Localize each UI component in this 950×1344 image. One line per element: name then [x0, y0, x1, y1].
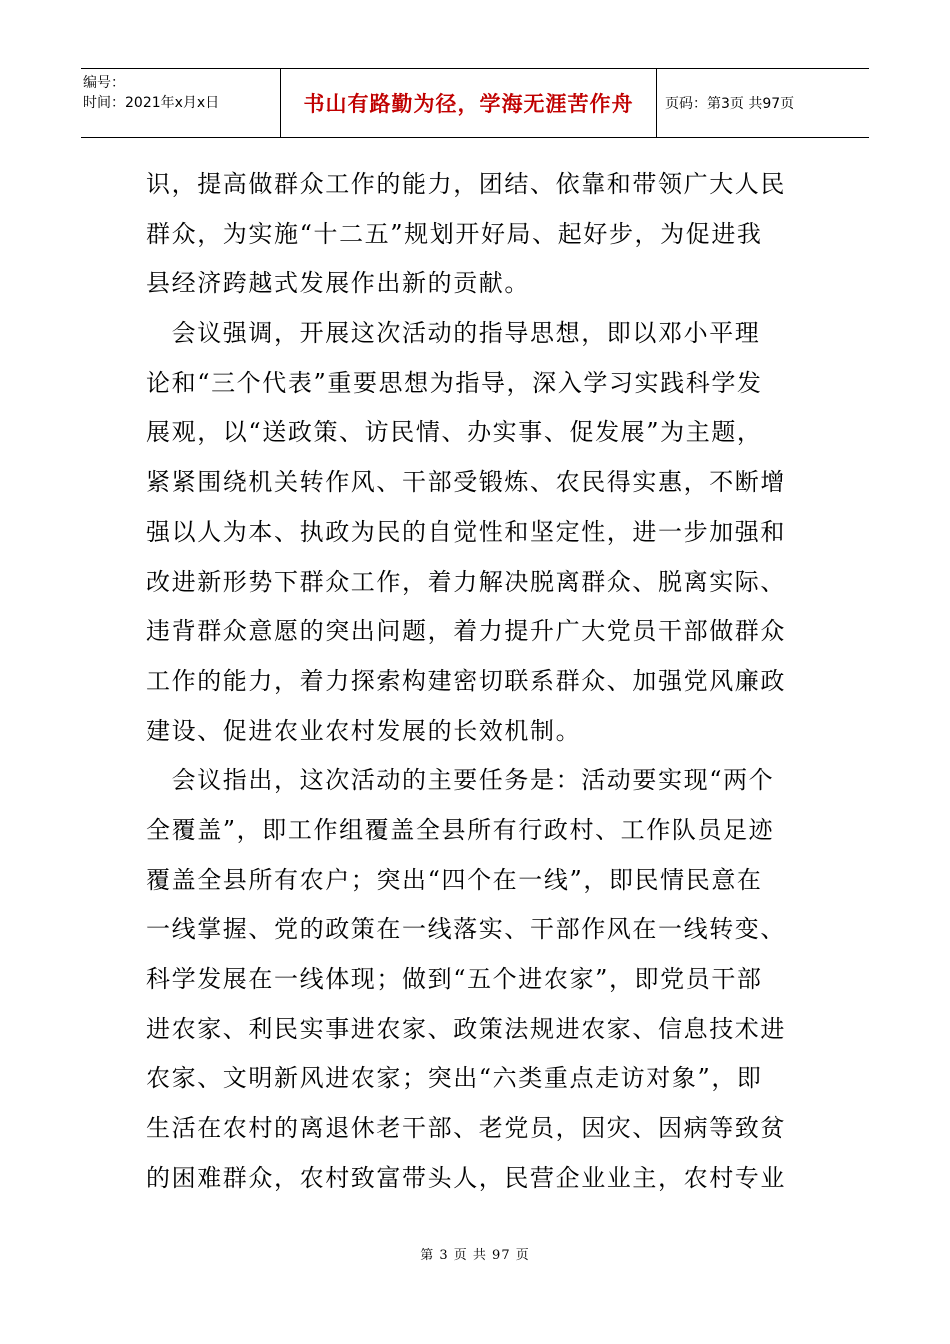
body-line: 覆盖全县所有农户；突出“四个在一线”，即民情民意在 [146, 865, 763, 894]
body-line: 会议强调，开展这次活动的指导思想，即以邓小平理 [146, 319, 761, 348]
body-line: 改进新形势下群众工作，着力解决脱离群众、脱离实际、 [146, 567, 786, 596]
body-line: 展观，以“送政策、访民情、办实事、促发展”为主题， [146, 418, 763, 447]
number-label: 编号： [83, 75, 125, 91]
body-text [146, 160, 806, 1203]
body-line: 强以人为本、执政为民的自觉性和坚定性，进一步加强和 [146, 517, 786, 546]
body-line: 会议指出，这次活动的主要任务是：活动要实现“两个 [146, 766, 775, 795]
body-line: 县经济跨越式发展作出新的贡献。 [146, 269, 530, 298]
motto-text: 书山有路勤为径，学海无涯苦作舟 [303, 92, 634, 116]
header-meta [81, 69, 281, 137]
body-line: 工作的能力，着力探索构建密切联系群众、加强党风廉政 [146, 666, 786, 695]
footer-page-number: 第 3 页 共 97 页 [420, 1248, 530, 1263]
header-motto-cell [281, 69, 657, 137]
body-line: 违背群众意愿的突出问题，着力提升广大党员干部做群众 [146, 617, 786, 646]
body-line: 一线掌握、党的政策在一线落实、干部作风在一线转变、 [146, 915, 786, 944]
body-line: 紧紧围绕机关转作风、干部受锻炼、农民得实惠，不断增 [146, 468, 786, 497]
body-line: 群众，为实施“十二五”规划开好局、起好步，为促进我 [146, 219, 763, 248]
time-label: 时间：2021年x月x日 [83, 95, 220, 111]
body-line: 全覆盖”，即工作组覆盖全县所有行政村、工作队员足迹 [146, 815, 775, 844]
body-line: 农家、文明新风进农家；突出“六类重点走访对象”，即 [146, 1064, 763, 1093]
body-line: 识，提高做群众工作的能力，团结、依靠和带领广大人民 [146, 170, 786, 198]
header-page-cell [657, 69, 869, 137]
body-line: 建设、促进农业农村发展的长效机制。 [146, 716, 582, 745]
body-line: 科学发展在一线体现；做到“五个进农家”，即党员干部 [146, 965, 763, 993]
body-line: 进农家、利民实事进农家、政策法规进农家、信息技术进 [146, 1014, 786, 1043]
body-line: 生活在农村的离退休老干部、老党员，因灾、因病等致贫 [146, 1114, 786, 1143]
page-label: 页码：第3页 共97页 [665, 96, 795, 112]
page-header [81, 68, 869, 138]
body-line: 论和“三个代表”重要思想为指导，深入学习实践科学发 [146, 368, 763, 397]
page-footer [0, 1244, 950, 1263]
body-line: 的困难群众，农村致富带头人，民营企业业主，农村专业 [146, 1163, 786, 1192]
